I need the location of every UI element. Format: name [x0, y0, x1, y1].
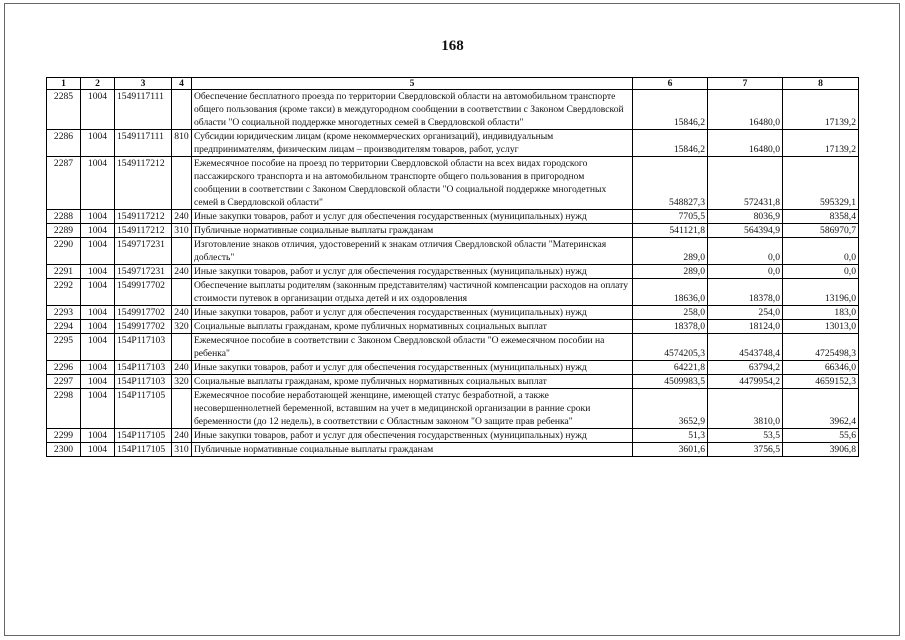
expense-type-cell: 240 [172, 306, 192, 320]
expense-type-cell: 240 [172, 361, 192, 375]
item-name-cell: Социальные выплаты гражданам, кроме публичных нормативных социальных выплат [192, 320, 633, 334]
row-number-cell: 2287 [47, 157, 81, 210]
section-code-cell: 1004 [81, 210, 115, 224]
item-name-cell: Иные закупки товаров, работ и услуг для обеспечения государственных (муниципальных) нужд [192, 429, 633, 443]
expense-type-cell [172, 157, 192, 210]
table-row [47, 210, 859, 224]
section-code-cell: 1004 [81, 375, 115, 389]
header-cell: 2 [81, 78, 115, 90]
table-row [47, 238, 859, 265]
amount-year1-cell: 18378,0 [633, 320, 708, 334]
expense-type-cell [172, 389, 192, 429]
target-article-cell: 154P117105 [115, 443, 172, 457]
row-number-cell: 2286 [47, 130, 81, 157]
header-cell: 8 [783, 78, 859, 90]
amount-year3-cell: 13013,0 [783, 320, 859, 334]
section-code-cell: 1004 [81, 157, 115, 210]
amount-year2-cell: 0,0 [708, 238, 783, 265]
row-number-cell: 2285 [47, 90, 81, 130]
section-code-cell: 1004 [81, 320, 115, 334]
section-code-cell: 1004 [81, 279, 115, 306]
amount-year1-cell: 289,0 [633, 265, 708, 279]
amount-year2-cell: 3756,5 [708, 443, 783, 457]
target-article-cell: 1549117212 [115, 210, 172, 224]
target-article-cell: 154P117105 [115, 429, 172, 443]
table-row [47, 375, 859, 389]
header-cell: 5 [192, 78, 633, 90]
amount-year1-cell: 541121,8 [633, 224, 708, 238]
header-cell: 1 [47, 78, 81, 90]
target-article-cell: 1549117111 [115, 90, 172, 130]
amount-year3-cell: 0,0 [783, 265, 859, 279]
amount-year1-cell: 548827,3 [633, 157, 708, 210]
page-number: 168 [441, 38, 464, 54]
table-row [47, 334, 859, 361]
row-number-cell: 2297 [47, 375, 81, 389]
table-row [47, 157, 859, 210]
target-article-cell: 1549917702 [115, 320, 172, 334]
item-name-cell: Обеспечение выплаты родителям (законным представителям) частичной компенсации расходов на оплату стоимости путевок в организации отдыха детей и их оздоровления [192, 279, 633, 306]
section-code-cell: 1004 [81, 265, 115, 279]
amount-year3-cell: 595329,1 [783, 157, 859, 210]
item-name-cell: Иные закупки товаров, работ и услуг для обеспечения государственных (муниципальных) нужд [192, 306, 633, 320]
amount-year2-cell: 4479954,2 [708, 375, 783, 389]
target-article-cell: 1549117212 [115, 224, 172, 238]
target-article-cell: 1549117111 [115, 130, 172, 157]
row-number-cell: 2288 [47, 210, 81, 224]
amount-year1-cell: 4509983,5 [633, 375, 708, 389]
amount-year2-cell: 0,0 [708, 265, 783, 279]
amount-year3-cell: 586970,7 [783, 224, 859, 238]
target-article-cell: 1549717231 [115, 238, 172, 265]
target-article-cell: 154P117103 [115, 361, 172, 375]
amount-year1-cell: 64221,8 [633, 361, 708, 375]
table-row [47, 429, 859, 443]
expense-type-cell: 240 [172, 210, 192, 224]
expense-type-cell [172, 238, 192, 265]
header-cell: 3 [115, 78, 172, 90]
target-article-cell: 1549117212 [115, 157, 172, 210]
table-body [47, 90, 859, 457]
amount-year1-cell: 7705,5 [633, 210, 708, 224]
expense-type-cell [172, 279, 192, 306]
table-row [47, 90, 859, 130]
section-code-cell: 1004 [81, 334, 115, 361]
target-article-cell: 1549917702 [115, 306, 172, 320]
item-name-cell: Ежемесячное пособие неработающей женщине, имеющей статус безработной, а также несовершеннолетней беременной, вставшим на учет в медицинской организации в ранние сроки беременности (до 12 недель), в соответствии с Областным законом "О защите прав ребенка" [192, 389, 633, 429]
header-row [47, 78, 859, 90]
amount-year2-cell: 572431,8 [708, 157, 783, 210]
expense-type-cell: 320 [172, 375, 192, 389]
amount-year1-cell: 258,0 [633, 306, 708, 320]
section-code-cell: 1004 [81, 238, 115, 265]
section-code-cell: 1004 [81, 224, 115, 238]
header-cell: 4 [172, 78, 192, 90]
amount-year2-cell: 16480,0 [708, 90, 783, 130]
amount-year2-cell: 18378,0 [708, 279, 783, 306]
amount-year2-cell: 8036,9 [708, 210, 783, 224]
amount-year3-cell: 17139,2 [783, 90, 859, 130]
amount-year1-cell: 3601,6 [633, 443, 708, 457]
item-name-cell: Иные закупки товаров, работ и услуг для обеспечения государственных (муниципальных) нужд [192, 361, 633, 375]
expense-type-cell: 240 [172, 429, 192, 443]
amount-year3-cell: 66346,0 [783, 361, 859, 375]
item-name-cell: Ежемесячное пособие на проезд по территории Свердловской области на всех видах городского пассажирского транспорта и на автомобильном транспорте общего пользования в пригородном сообщении в соответствии с Законом Свердловской области "О социальной поддержке многодетных семей в Свердловской области" [192, 157, 633, 210]
amount-year3-cell: 183,0 [783, 306, 859, 320]
item-name-cell: Изготовление знаков отличия, удостоверений к знакам отличия Свердловской области "Материнская доблесть" [192, 238, 633, 265]
amount-year3-cell: 17139,2 [783, 130, 859, 157]
amount-year1-cell: 15846,2 [633, 90, 708, 130]
amount-year1-cell: 3652,9 [633, 389, 708, 429]
expense-type-cell: 810 [172, 130, 192, 157]
amount-year3-cell: 4659152,3 [783, 375, 859, 389]
amount-year3-cell: 4725498,3 [783, 334, 859, 361]
expense-type-cell [172, 334, 192, 361]
target-article-cell: 154P117103 [115, 334, 172, 361]
item-name-cell: Публичные нормативные социальные выплаты гражданам [192, 443, 633, 457]
section-code-cell: 1004 [81, 389, 115, 429]
table-row [47, 306, 859, 320]
section-code-cell: 1004 [81, 443, 115, 457]
row-number-cell: 2289 [47, 224, 81, 238]
target-article-cell: 154P117103 [115, 375, 172, 389]
table-row [47, 130, 859, 157]
amount-year1-cell: 289,0 [633, 238, 708, 265]
table-row [47, 279, 859, 306]
budget-table [46, 77, 859, 457]
amount-year2-cell: 16480,0 [708, 130, 783, 157]
amount-year2-cell: 4543748,4 [708, 334, 783, 361]
amount-year3-cell: 3962,4 [783, 389, 859, 429]
row-number-cell: 2292 [47, 279, 81, 306]
row-number-cell: 2298 [47, 389, 81, 429]
expense-type-cell [172, 90, 192, 130]
target-article-cell: 1549717231 [115, 265, 172, 279]
item-name-cell: Ежемесячное пособие в соответствии с Законом Свердловской области "О ежемесячном пособии на ребенка" [192, 334, 633, 361]
item-name-cell: Публичные нормативные социальные выплаты гражданам [192, 224, 633, 238]
section-code-cell: 1004 [81, 306, 115, 320]
item-name-cell: Обеспечение бесплатного проезда по территории Свердловской области на автомобильном транспорте общего пользования (кроме такси) в междугородном сообщении в соответствии с Законом Свердловской области "О социальной поддержке многодетных семей в Свердловской области" [192, 90, 633, 130]
amount-year2-cell: 3810,0 [708, 389, 783, 429]
amount-year3-cell: 8358,4 [783, 210, 859, 224]
table-row [47, 361, 859, 375]
row-number-cell: 2299 [47, 429, 81, 443]
section-code-cell: 1004 [81, 90, 115, 130]
row-number-cell: 2291 [47, 265, 81, 279]
amount-year1-cell: 18636,0 [633, 279, 708, 306]
header-cell: 7 [708, 78, 783, 90]
amount-year2-cell: 18124,0 [708, 320, 783, 334]
amount-year3-cell: 0,0 [783, 238, 859, 265]
amount-year3-cell: 55,6 [783, 429, 859, 443]
amount-year3-cell: 13196,0 [783, 279, 859, 306]
row-number-cell: 2300 [47, 443, 81, 457]
amount-year2-cell: 53,5 [708, 429, 783, 443]
item-name-cell: Иные закупки товаров, работ и услуг для обеспечения государственных (муниципальных) нужд [192, 210, 633, 224]
amount-year1-cell: 15846,2 [633, 130, 708, 157]
amount-year1-cell: 51,3 [633, 429, 708, 443]
target-article-cell: 1549917702 [115, 279, 172, 306]
expense-type-cell: 240 [172, 265, 192, 279]
table-row [47, 320, 859, 334]
target-article-cell: 154P117105 [115, 389, 172, 429]
expense-type-cell: 310 [172, 443, 192, 457]
section-code-cell: 1004 [81, 429, 115, 443]
amount-year2-cell: 564394,9 [708, 224, 783, 238]
amount-year2-cell: 254,0 [708, 306, 783, 320]
row-number-cell: 2290 [47, 238, 81, 265]
table-row [47, 389, 859, 429]
expense-type-cell: 320 [172, 320, 192, 334]
row-number-cell: 2294 [47, 320, 81, 334]
row-number-cell: 2296 [47, 361, 81, 375]
amount-year2-cell: 63794,2 [708, 361, 783, 375]
item-name-cell: Субсидии юридическим лицам (кроме некоммерческих организаций), индивидуальным предпринимателям, физическим лицам – производителям товаров, работ, услуг [192, 130, 633, 157]
row-number-cell: 2293 [47, 306, 81, 320]
table-row [47, 443, 859, 457]
row-number-cell: 2295 [47, 334, 81, 361]
amount-year3-cell: 3906,8 [783, 443, 859, 457]
table-row [47, 265, 859, 279]
expense-type-cell: 310 [172, 224, 192, 238]
table-row [47, 224, 859, 238]
item-name-cell: Социальные выплаты гражданам, кроме публичных нормативных социальных выплат [192, 375, 633, 389]
section-code-cell: 1004 [81, 361, 115, 375]
header-cell: 6 [633, 78, 708, 90]
section-code-cell: 1004 [81, 130, 115, 157]
item-name-cell: Иные закупки товаров, работ и услуг для обеспечения государственных (муниципальных) нужд [192, 265, 633, 279]
amount-year1-cell: 4574205,3 [633, 334, 708, 361]
